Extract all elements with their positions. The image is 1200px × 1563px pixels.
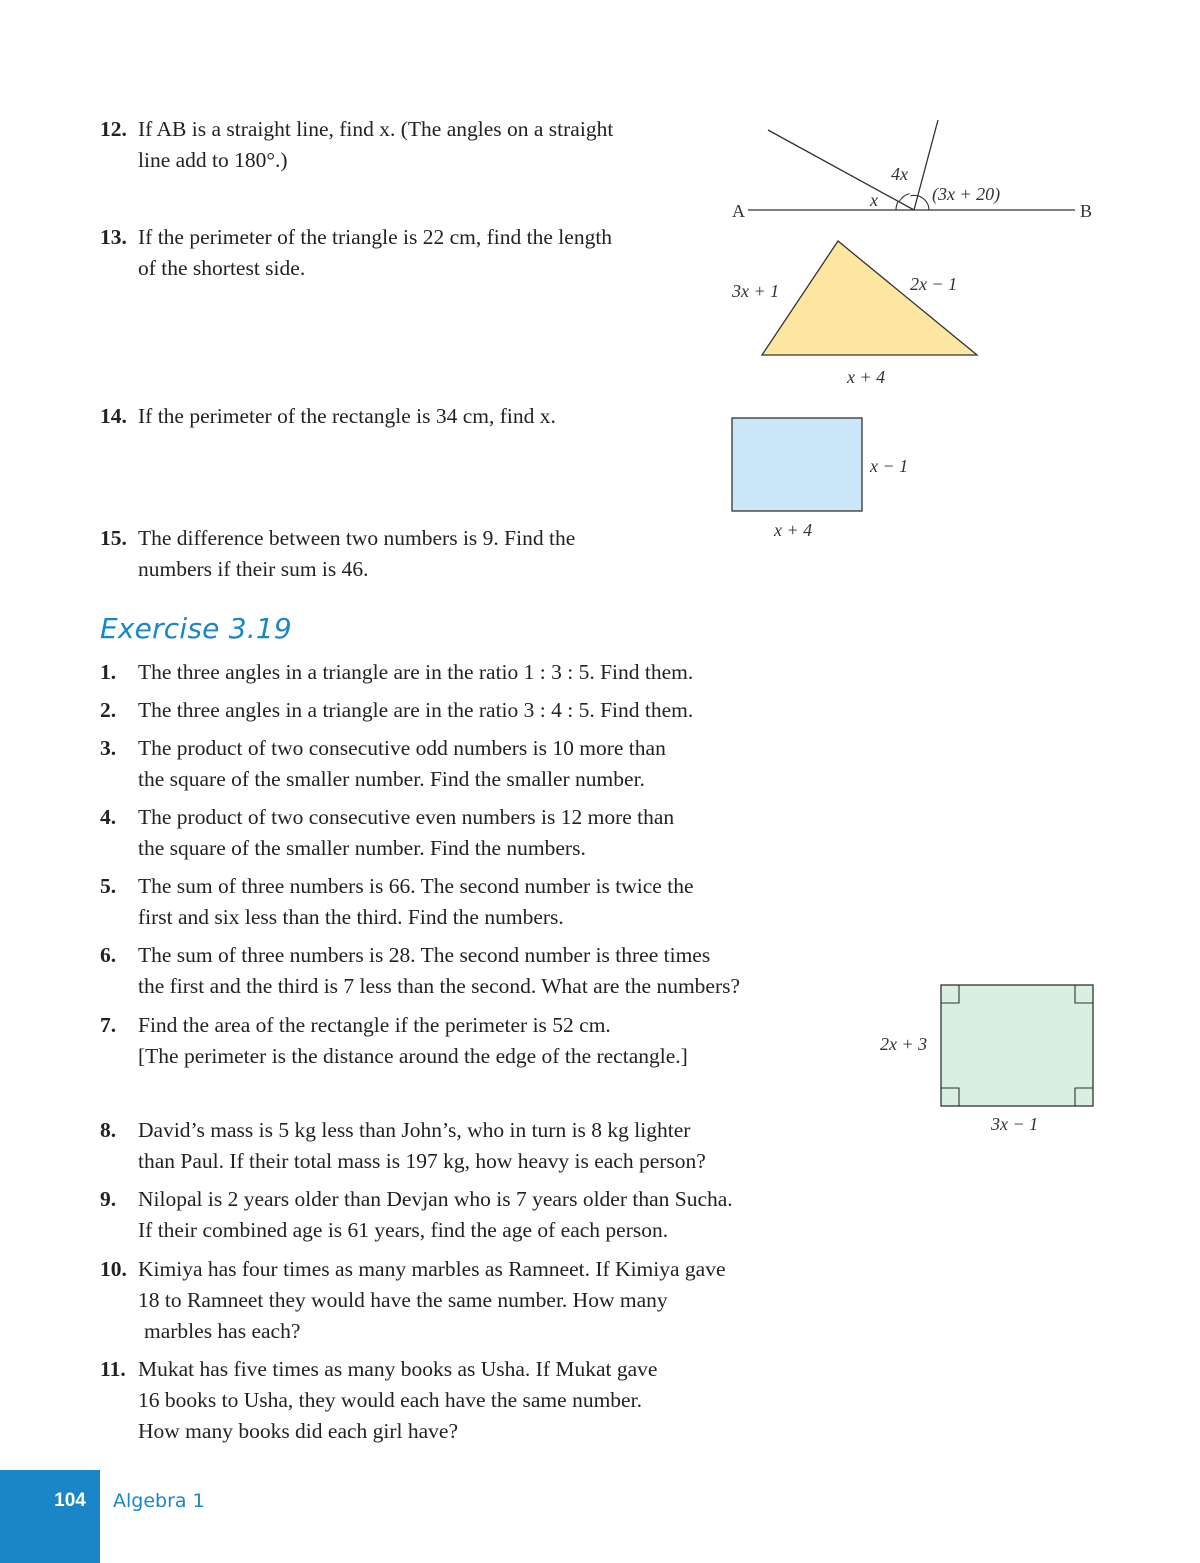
- question-number: 10.: [100, 1257, 127, 1281]
- question-number: 11.: [100, 1357, 126, 1381]
- question-text-line: line add to 180°.): [138, 148, 288, 172]
- triangle-right-side-label: 2x − 1: [910, 274, 958, 294]
- exercise-question-6: [100, 940, 740, 1002]
- point-a-label: A: [732, 201, 745, 221]
- exercise-question-5: [100, 871, 693, 933]
- book-title: Algebra 1: [113, 1490, 205, 1512]
- triangle-shape: [762, 241, 977, 355]
- angle-4x-label: 4x: [891, 164, 908, 184]
- question-number: 15.: [100, 526, 127, 550]
- question-number: 5.: [100, 874, 117, 898]
- triangle-left-side-label: 3x + 1: [732, 281, 780, 301]
- question-text-line: The product of two consecutive even numbers is 12 more than: [138, 805, 675, 829]
- question-text-line: Find the area of the rectangle if the perimeter is 52 cm.: [138, 1013, 611, 1037]
- triangle-base-label: x + 4: [847, 367, 886, 387]
- question-text-line: If the perimeter of the rectangle is 34 cm, find x.: [138, 404, 556, 428]
- question-text-line: The product of two consecutive odd numbers is 10 more than: [138, 736, 666, 760]
- question-text-line: first and six less than the third. Find the numbers.: [138, 905, 564, 929]
- area-rectangle-shape: [941, 985, 1093, 1106]
- angles-on-line-figure: [700, 110, 1120, 230]
- question-number: 4.: [100, 805, 117, 829]
- question-number: 6.: [100, 943, 117, 967]
- question-text-line: If the perimeter of the triangle is 22 cm, find the length: [138, 225, 613, 249]
- question-number: 2.: [100, 698, 117, 722]
- question-text-line: The sum of three numbers is 28. The second number is three times: [138, 943, 711, 967]
- footer-accent-block: [0, 1470, 100, 1563]
- question-15: [100, 523, 575, 585]
- exercise-question-9: [100, 1184, 733, 1246]
- exercise-question-7: [100, 1010, 688, 1072]
- question-number: 7.: [100, 1013, 117, 1037]
- question-text-line: Mukat has five times as many books as Usha. If Mukat gave: [138, 1357, 658, 1381]
- area-rectangle-side-label: 2x + 3: [880, 1034, 928, 1054]
- question-text-line: the square of the smaller number. Find the numbers.: [138, 836, 586, 860]
- question-number: 12.: [100, 117, 127, 141]
- exercise-question-11: [100, 1354, 657, 1447]
- question-12: [100, 114, 613, 176]
- question-text-line: If their combined age is 61 years, find the age of each person.: [138, 1218, 669, 1242]
- question-text-line: The three angles in a triangle are in the ratio 1 : 3 : 5. Find them.: [138, 660, 694, 684]
- question-number: 8.: [100, 1118, 117, 1142]
- question-number: 14.: [100, 404, 127, 428]
- question-text-line: The three angles in a triangle are in the ratio 3 : 4 : 5. Find them.: [138, 698, 694, 722]
- area-rectangle-figure: [870, 975, 1110, 1145]
- question-text-line: The difference between two numbers is 9. Find the: [138, 526, 576, 550]
- page-number: 104: [54, 1490, 86, 1511]
- exercise-question-10: [100, 1254, 726, 1347]
- question-text-line: marbles has each?: [144, 1319, 301, 1343]
- question-text-line: The sum of three numbers is 66. The second number is twice the: [138, 874, 694, 898]
- question-text-line: the first and the third is 7 less than the second. What are the numbers?: [138, 974, 741, 998]
- triangle-figure: [720, 235, 1000, 395]
- question-text-line: If AB is a straight line, find x. (The angles on a straight: [138, 117, 614, 141]
- exercise-question-4: [100, 802, 674, 864]
- rectangle-figure: [720, 410, 940, 550]
- question-text-line: than Paul. If their total mass is 197 kg, how heavy is each person?: [138, 1149, 706, 1173]
- exercise-question-2: [100, 695, 693, 726]
- question-text-line: Kimiya has four times as many marbles as Ramneet. If Kimiya gave: [138, 1257, 726, 1281]
- question-text-line: David’s mass is 5 kg less than John’s, who in turn is 8 kg lighter: [138, 1118, 691, 1142]
- question-text-line: the square of the smaller number. Find the smaller number.: [138, 767, 645, 791]
- question-number: 1.: [100, 660, 117, 684]
- question-text-line: of the shortest side.: [138, 256, 306, 280]
- area-rectangle-base-label: 3x − 1: [991, 1114, 1039, 1134]
- question-text-line: Nilopal is 2 years older than Devjan who is 7 years older than Sucha.: [138, 1187, 733, 1211]
- question-text-line: numbers if their sum is 46.: [138, 557, 369, 581]
- angle-right-label: (3x + 20): [932, 184, 1001, 204]
- question-text-line: 18 to Ramneet they would have the same number. How many: [138, 1288, 668, 1312]
- angle-arc-4x: [899, 194, 910, 202]
- question-number: 3.: [100, 736, 117, 760]
- question-text-line: [The perimeter is the distance around the edge of the rectangle.]: [138, 1044, 688, 1068]
- question-text-line: 16 books to Usha, they would each have the same number.: [138, 1388, 642, 1412]
- exercise-question-1: [100, 657, 693, 688]
- question-13: [100, 222, 612, 284]
- rectangle-base-label: x + 4: [774, 520, 813, 540]
- angle-x-label: x: [870, 190, 878, 210]
- exercise-question-8: [100, 1115, 706, 1177]
- rectangle-side-label: x − 1: [870, 456, 909, 476]
- exercise-title: Exercise 3.19: [100, 612, 292, 645]
- question-number: 13.: [100, 225, 127, 249]
- question-text-line: How many books did each girl have?: [138, 1419, 459, 1443]
- question-14: [100, 401, 556, 432]
- rectangle-shape: [732, 418, 862, 511]
- point-b-label: B: [1080, 201, 1093, 221]
- angle-arc-right: [910, 195, 929, 210]
- question-number: 9.: [100, 1187, 117, 1211]
- exercise-question-3: [100, 733, 666, 795]
- angle-arc-x: [896, 201, 898, 210]
